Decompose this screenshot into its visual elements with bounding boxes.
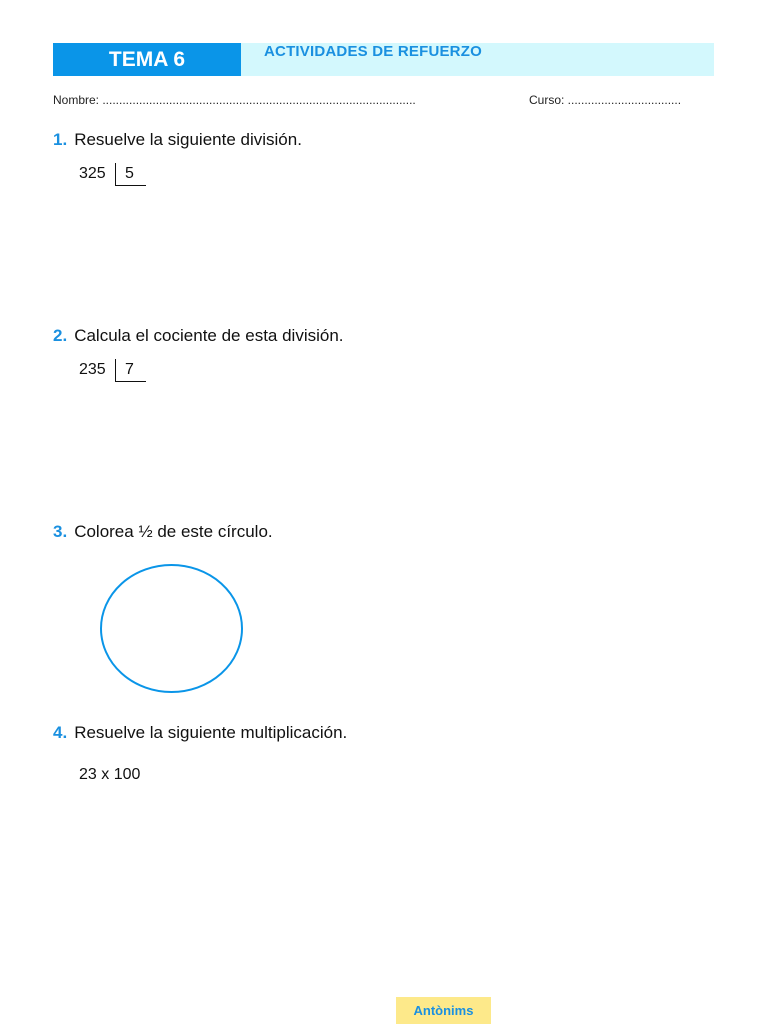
exercise-text: Colorea ½ de este círculo. <box>74 522 273 541</box>
circle-to-color[interactable] <box>98 562 246 696</box>
exercise-number: 2. <box>53 326 68 345</box>
divisor: 5 <box>125 165 134 182</box>
exercise-number: 1. <box>53 130 68 149</box>
exercise-text: Calcula el cociente de esta división. <box>74 326 344 345</box>
dividend: 235 <box>79 361 106 378</box>
exercise-number: 3. <box>53 522 68 541</box>
tema-label: TEMA 6 <box>53 43 241 76</box>
footer-tab-antonims[interactable]: Antònims <box>396 997 491 1024</box>
exercise-1 <box>53 130 302 150</box>
name-field[interactable]: Nombre: .............................................................................................. <box>53 93 416 107</box>
course-field[interactable]: Curso: .................................. <box>529 93 682 107</box>
dividend: 325 <box>79 165 106 182</box>
multiplication: 23 x 100 <box>79 766 141 783</box>
exercise-text: Resuelve la siguiente división. <box>74 130 302 149</box>
exercise-3 <box>53 522 273 542</box>
exercise-number: 4. <box>53 723 68 742</box>
exercise-2 <box>53 326 344 346</box>
circle-outline[interactable] <box>101 565 242 692</box>
divisor: 7 <box>125 361 134 378</box>
exercise-text: Resuelve la siguiente multiplicación. <box>74 723 348 742</box>
activity-title: ACTIVIDADES DE REFUERZO <box>264 43 482 60</box>
exercise-4 <box>53 723 347 743</box>
